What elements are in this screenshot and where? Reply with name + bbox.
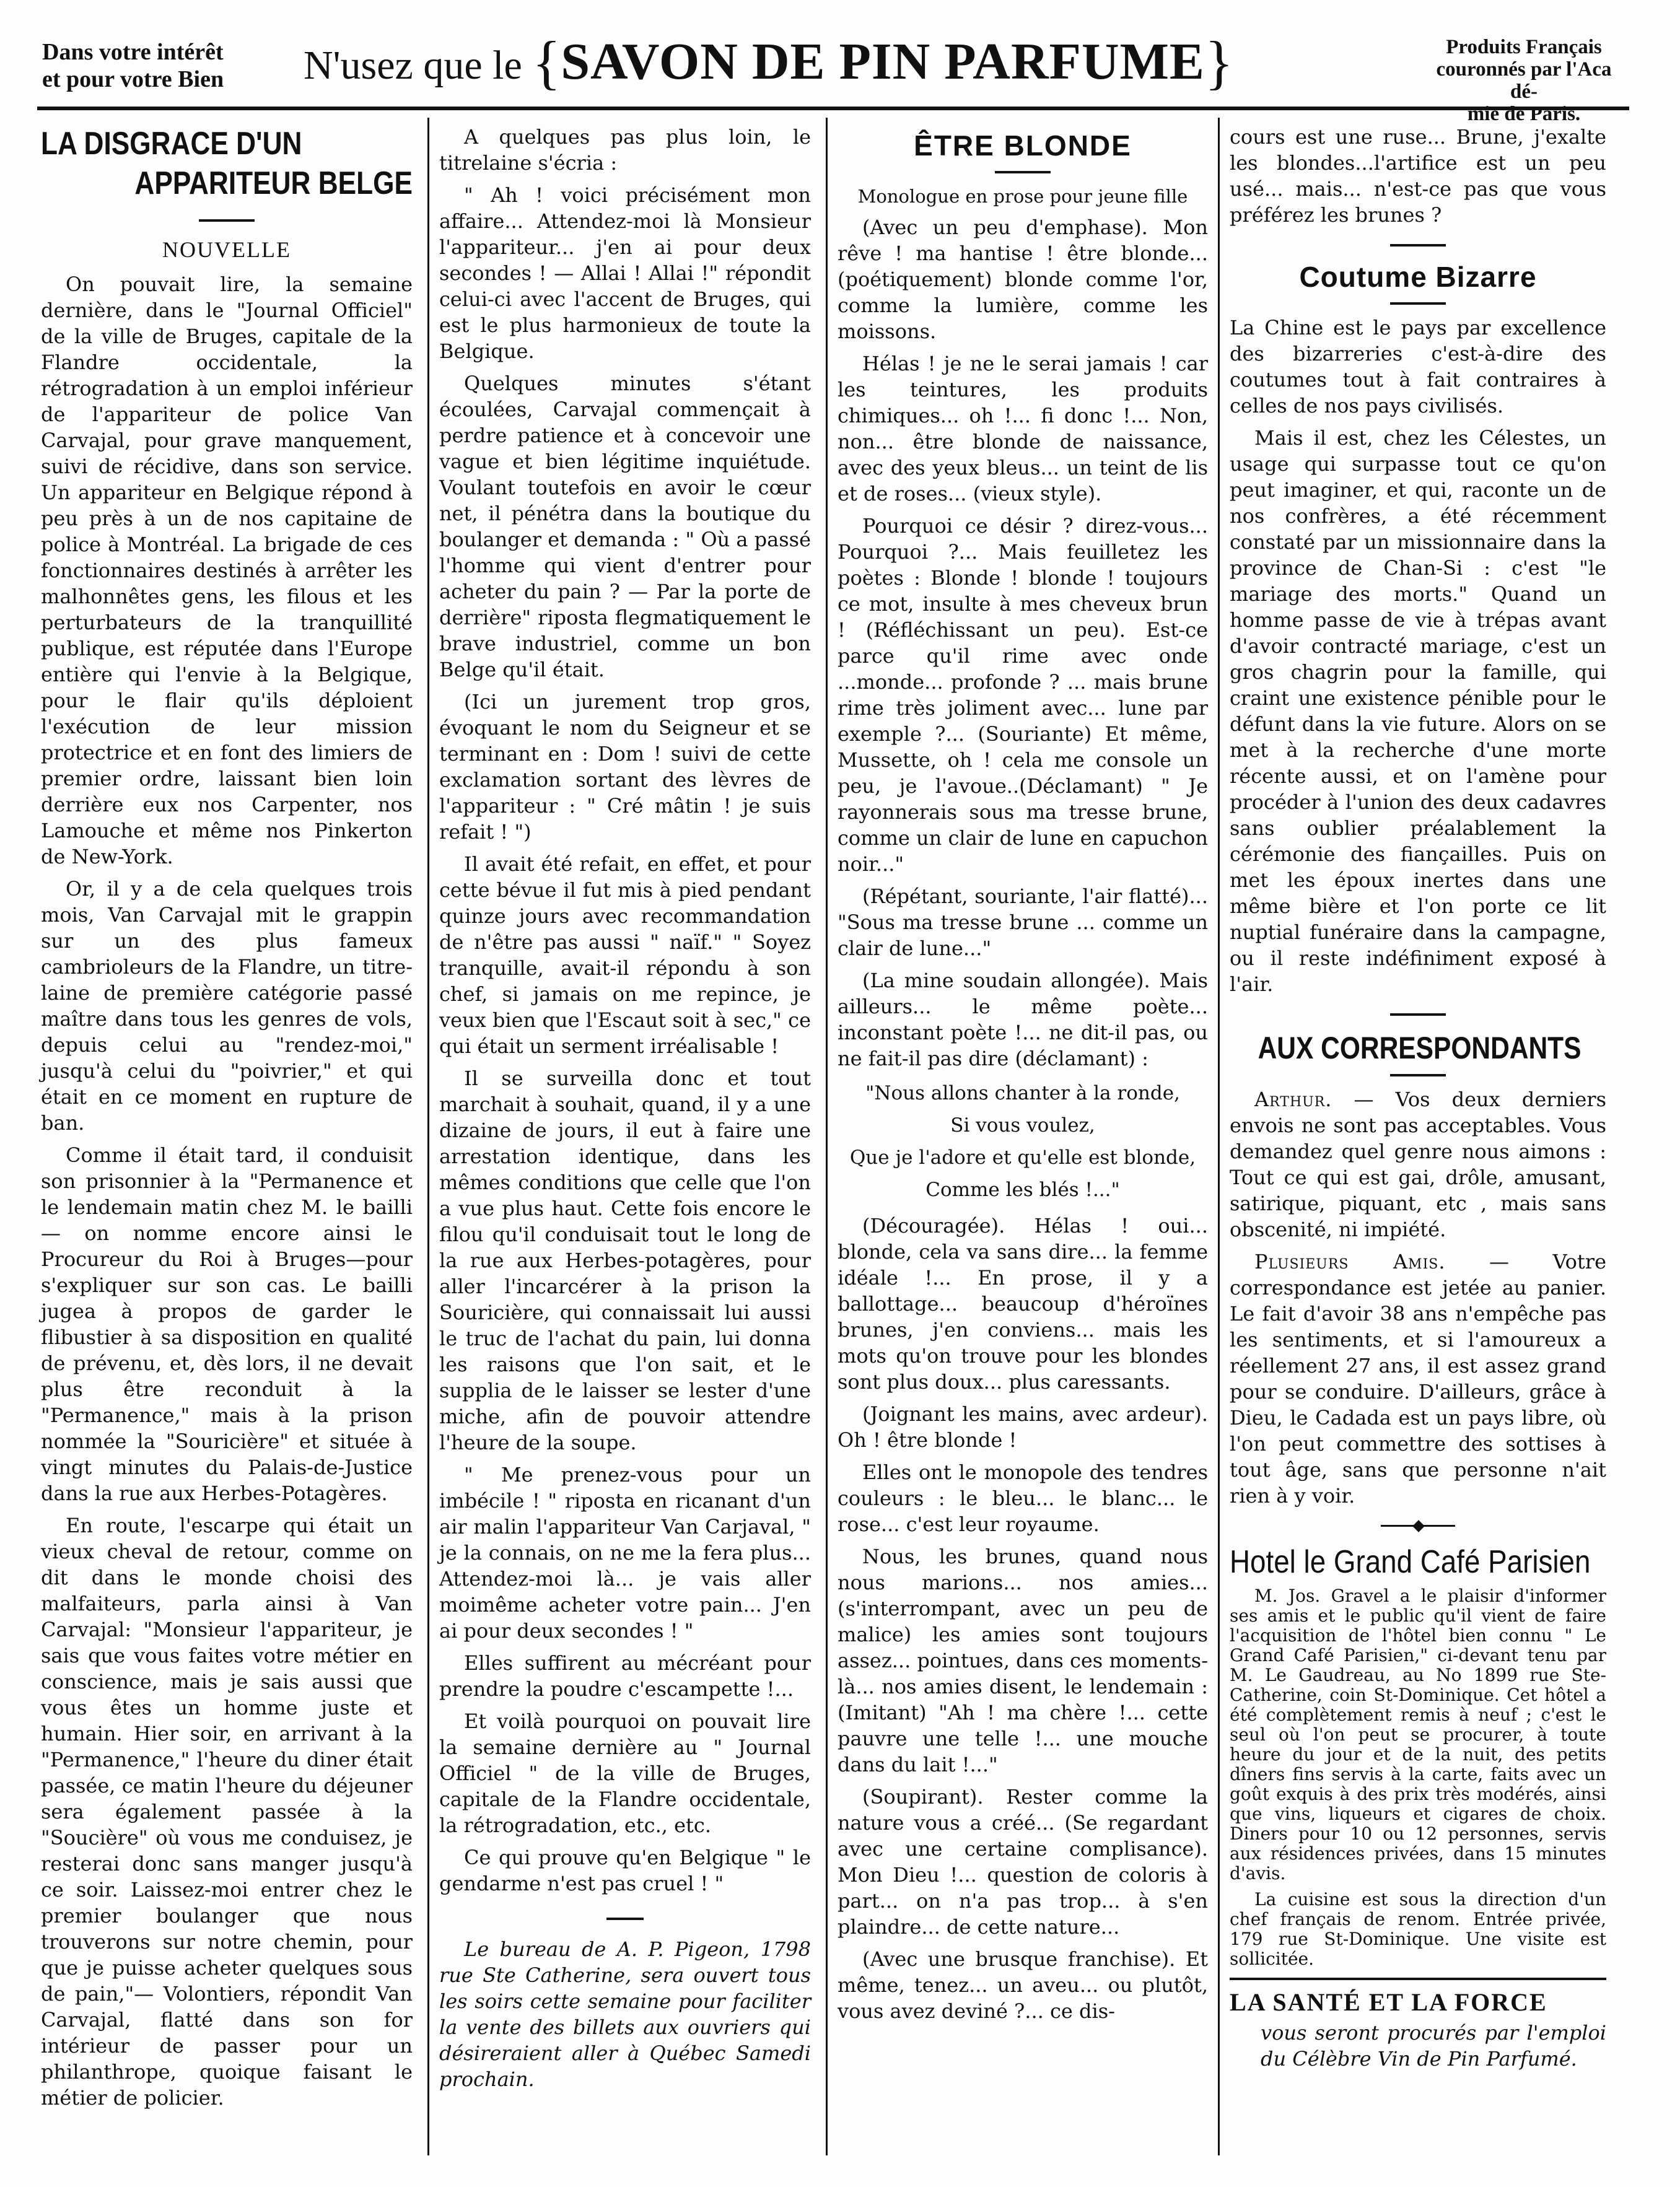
monologue-paragraph: (Découragée). Hélas ! oui... blonde, cela va sans dire... la femme idéale !... En prose, il y a ballottage... beaucoup d'héroïnes brunes, j'en conviens... mais les mots qu'on trouve pour les blondes sont plus doux... plus caressants.	[838, 1214, 1208, 1394]
correspondants-title: AUX CORRESPONDANTS	[1258, 1031, 1582, 1065]
monologue-paragraph: (Avec un peu d'emphase). Mon rêve ! ma hantise ! être blonde... (poétiquement) blonde comme l'or, comme la lumière, comme les moissons.	[838, 216, 1208, 343]
verse-line: Que je l'adore et qu'elle est blonde,	[849, 1146, 1196, 1169]
article-paragraph: Elles suffirent au mécréant pour prendre la poudre c'escampette !...	[439, 1651, 811, 1701]
article-paragraph: " Ah ! voici précisément mon affaire... Attendez-moi là Monsieur l'appariteur... j'en ai pour deux secondes ! — Allai ! Allai !" répondit celui-ci avec l'accent de Bruges, qui est le plus harmonieux de toute la Belgique.	[439, 183, 811, 363]
banner-brace-close: }	[1204, 29, 1233, 95]
monologue-paragraph: (La mine soudain allongée). Mais ailleurs... le même poète... inconstant poète !... ne dit-il pas, ou ne fait-il pas dire (déclamant) :	[838, 969, 1208, 1070]
monologue-paragraph: (Soupirant). Rester comme la nature vous a créé... (Se regardant avec une certaine complisance). Mon Dieu !... question de coloris à part... on n'a pas trop... à s'en plaindre... de cette nature...	[838, 1785, 1208, 1939]
column-divider	[427, 118, 429, 2155]
pigeon-notice: Le bureau de A. P. Pigeon, 1798 rue Ste Catherine, sera ouvert tous les soirs cette semaine pour faciliter la vente des billets aux ouvriers qui désireraient aller à Québec Samedi prochain.	[439, 1937, 811, 2091]
banner-left-line1: Dans votre intérêt	[42, 39, 224, 65]
title-divider	[995, 171, 1051, 173]
monologue-paragraph: (Joignant les mains, avec ardeur). Oh ! être blonde !	[838, 1402, 1208, 1452]
section-divider	[1390, 244, 1446, 247]
verse-line: Comme les blés !..."	[925, 1179, 1120, 1201]
correspondant-reply: — Votre correspondance est jetée au panier. Le fait d'avoir 38 ans n'empêche pas les sentiments, et si l'amoureux a réellement 27 ans, il est assez grand pour se conduire. D'ailleurs, grâce à Dieu, le Cadada est un pays libre, où l'on peut commettre des sottises à tout âge, sans que personne n'ait rien à y voir.	[1230, 1250, 1607, 1508]
monologue-paragraph: Elles ont le monopole des tendres couleurs : le bleu... le blanc... le rose... c'est leur royaume.	[838, 1460, 1208, 1536]
article-paragraph: Il se surveilla donc et tout marchait à souhait, quand, il y a une dizaine de jours, il eut à faire une arrestation identique, dans les mêmes conditions que celle que l'on a vue plus haut. Cette fois encore le filou qu'il conduisait tout le long de la rue aux Herbes-potagères, pour aller l'incarcérer à la prison la Souricière, qui connaissait lui aussi le truc de l'achat du pain, lui donna les raisons que l'on sait, et le supplia de le laisser se lester d'une miche, afin de pouvoir attendre l'heure de la soupe.	[439, 1067, 811, 1454]
monologue-paragraph: (Avec une brusque franchise). Et même, tenez... un aveu... ou plutôt, vous avez deviné ?... ce dis-	[838, 1947, 1208, 2023]
sante-title: LA SANTÉ ET LA FORCE	[1230, 1988, 1547, 2016]
verse-line: "Nous allons chanter à la ronde,	[865, 1082, 1180, 1104]
banner-rule	[37, 107, 1629, 110]
banner-right-line3: mie de Paris.	[1467, 103, 1581, 125]
monologue-title: ÊTRE BLONDE	[914, 129, 1132, 162]
hotel-paragraph: M. Jos. Gravel a le plaisir d'informer ses amis et le public qu'il vient de faire l'acquisition de l'hôtel bien connu " Le Grand Café Parisien," ci-devant tenu par M. Le Gaudreau, au No 1899 rue Ste-Catherine, coin St-Dominique. Cet hôtel a été complètement remis à neuf ; c'est le seul où l'on peut se procurer, à toute heure du jour et de la nuit, des petits dîners fins servis à la carte, faits avec un goût exquis à des prix très modérés, ainsi que vins, liqueurs et cigares de choix. Diners pour 10 ou 12 personnes, servis aux résidences privées, dans 15 minutes d'avis.	[1230, 1586, 1606, 1884]
article-title-line2: APPARITEUR BELGE	[134, 165, 413, 201]
correspondant-name: Plusieurs Amis.	[1254, 1250, 1446, 1273]
hotel-title: Hotel le Grand Café Parisien	[1230, 1544, 1591, 1580]
section-divider	[1390, 1013, 1446, 1016]
banner-right-line1: Produits Français	[1446, 36, 1602, 58]
coutume-title: Coutume Bizarre	[1299, 261, 1537, 293]
correspondant-reply: — Vos deux derniers envois ne sont pas acceptables. Vous demandez quel genre nous aimons : Tout ce qui est gai, drôle, amusant, satirique, piquant, etc , mais sans obscenité, ni impiété.	[1230, 1088, 1607, 1241]
hotel-paragraph: La cuisine est sous la direction d'un chef français de renom. Entrée privée, 179 rue St-Dominique. Une visite est sollicitée.	[1230, 1889, 1606, 1969]
banner-right-slogan	[1425, 36, 1623, 125]
sante-text: vous seront procurés par l'emploi du Célèbre Vin de Pin Parfumé.	[1261, 2021, 1606, 2071]
masthead-banner	[37, 25, 1623, 125]
column-1-article	[41, 124, 413, 2117]
article-paragraph: A quelques pas plus loin, le titrelaine s'écria :	[439, 125, 811, 175]
coutume-paragraph: Mais il est, chez les Célestes, un usage qui surpasse tout ce qu'on peut imaginer, et qui, raconte un de nos confrères, a été récemment constaté par un missionnaire dans la province de Chan-Si : c'est "le mariage des morts." Quand un homme passe de vie à trépas avant d'avoir contracté mariage, c'est un gros chagrin pour la famille, qui craint une existence pénible pour le défunt dans la vie future. Alors on se met à la recherche d'une morte récente aussi, et on l'amène pour procéder à l'union des deux cadavres sans oublier préalablement la cérémonie des fiançailles. Puis on met les époux inertes dans une même bière et l'on porte ce lit nuptial funéraire dans la campagne, ou il reste indéfiniment exposé à l'air.	[1230, 426, 1606, 996]
poem-verse	[838, 1080, 1208, 1203]
column-divider	[826, 118, 828, 2155]
correspondant-note	[1230, 1086, 1606, 1242]
banner-left-slogan	[42, 38, 224, 93]
article-subtitle: NOUVELLE	[162, 237, 291, 262]
monologue-paragraph: Hélas ! je ne le serai jamais ! car les teintures, les produits chimiques... oh !... fi donc !... Non, non... être blonde de naissance, avec des yeux bleus... un teint de lis et de roses... (vieux style).	[838, 352, 1208, 505]
banner-right-line2: couronnés par l'Aca dé-	[1436, 58, 1612, 103]
column-4-miscellany	[1230, 124, 1606, 2078]
title-divider	[1390, 1074, 1446, 1076]
banner-main-ad	[304, 31, 1233, 97]
article-paragraph: Or, il y a de cela quelques trois mois, Van Carvajal mit le grappin sur un des plus fameux cambrioleurs de la Flandre, un titre-laine de première catégorie passé maître dans tous les genres de vols, depuis celui au "rendez-moi," jusqu'à celui du "poivrier," et qui était en ce moment en rupture de ban.	[41, 877, 413, 1135]
verse-line: Si vous voulez,	[950, 1114, 1095, 1137]
monologue-continuation: cours est une ruse... Brune, j'exalte les blondes...l'artifice est un peu usé... mais... n'est-ce pas que vous préférez les brunes ?	[1230, 125, 1606, 227]
monologue-paragraph: Nous, les brunes, quand nous nous marions... nos amies... (s'interrompant, avec un peu de malice) les amies sont toujours assez... pointues, dans ces moments-là... nos amies disent, le lendemain : (Imitant) "Ah ! ma chère !... cette pauvre une telle !... une mouche dans du lait !..."	[838, 1545, 1208, 1776]
monologue-subtitle: Monologue en prose pour jeune fille	[857, 186, 1188, 207]
coutume-paragraph: La Chine est le pays par excellence des bizarreries c'est-à-dire des coutumes tout à fait contraires à celles de nos pays civilisés.	[1230, 316, 1606, 417]
banner-brand: SAVON DE PIN PARFUME	[561, 33, 1205, 90]
column-2-article	[439, 124, 811, 2098]
title-divider	[1390, 302, 1446, 305]
article-title-line1: LA DISGRACE D'UN	[41, 126, 302, 162]
title-divider	[199, 219, 255, 222]
banner-brace-open: {	[532, 29, 561, 95]
article-paragraph: Il avait été refait, en effet, et pour cette bévue il fut mis à pied pendant quinze jours avec recommandation de n'être pas aussi " naïf." " Soyez tranquille, avait-il répondu à son chef, si jamais on me repince, je veux bien que l'Escaut soit à sec," ce qui était un serment irréalisable !	[439, 852, 811, 1058]
column-divider	[1218, 118, 1220, 2155]
monologue-paragraph: (Répétant, souriante, l'air flatté)... "Sous ma tresse brune ... comme un clair de lune..."	[838, 884, 1208, 960]
article-paragraph: Ce qui prouve qu'en Belgique " le gendarme n'est pas cruel ! "	[439, 1846, 811, 1895]
banner-left-line2: et pour votre Bien	[42, 66, 224, 92]
ornament-divider	[1381, 1525, 1455, 1527]
article-paragraph: Quelques minutes s'étant écoulées, Carvajal commençait à perdre patience et à concevoir une vague et bien légitime inquiétude. Voulant toutefois en avoir le cœur net, il pénétra dans la boutique du boulanger et demanda : " Où a passé l'homme qui vient d'entrer pour acheter du pain ? — Par la porte de derrière" riposta flegmatiquement le brave industriel, comme un bon Belge qu'il était.	[439, 372, 811, 681]
advert-rule	[1230, 1978, 1606, 1980]
article-paragraph: Et voilà pourquoi on pouvait lire la semaine dernière au " Journal Officiel " de la ville de Bruges, capitale de la Flandre occidentale, la rétrogradation, etc., etc.	[439, 1709, 811, 1837]
notice-divider	[606, 1918, 644, 1920]
article-paragraph: " Me prenez-vous pour un imbécile ! " riposta en ricanant d'un air malin l'appariteur Van Carjaval, " je la connais, on ne me la fera plus... Attendez-moi là... je vais aller moimême acheter votre pain... J'en ai pour deux secondes ! "	[439, 1463, 811, 1643]
hotel-advert	[1230, 1543, 1606, 1969]
article-paragraph: Comme il était tard, il conduisit son prisonnier à la "Permanence et le lendemain matin chez M. le bailli— on nomme encore ainsi le Procureur du Roi à Bruges—pour s'expliquer sur son cas. Le bailli jugea à propos de garder le flibustier à sa disposition en qualité de prévenu, et, dès lors, il ne devait plus être reconduit à la "Permanence," mais à la prison nommée la "Souricière" et située à vingt minutes du Palais-de-Justice dans la rue aux Herbes-Potagères.	[41, 1143, 413, 1505]
monologue-paragraph: Pourquoi ce désir ? direz-vous... Pourquoi ?... Mais feuilletez les poètes : Blonde ! blonde ! toujours ce mot, insulte à mes cheveux brun ! (Réfléchissant un peu). Est-ce parce qu'il rime avec onde ...monde... profonde ? ... mais brune rime très joliment avec... lune par exemple ?... (Souriante) Et même, Mussette, oh ! cela me console un peu, je l'avoue..(Déclamant) " Je rayonnerais sous ma tresse brune, comme un clair de lune en capuchon noir..."	[838, 514, 1208, 876]
article-paragraph: (Ici un jurement trop gros, évoquant le nom du Seigneur et se terminant en : Dom ! suivi de cette exclamation sortant des lèvres de l'appariteur : " Cré mâtin ! je suis refait ! ")	[439, 690, 811, 844]
article-paragraph: En route, l'escarpe qui était un vieux cheval de retour, comme on dit dans le monde choisi des malfaiteurs, parla ainsi à Van Carvajal: "Monsieur l'appariteur, je sais que vous faites votre métier en conscience, mais je sais aussi que vous êtes un homme juste et humain. Hier soir, en arrivant à la "Permanence," l'heure du diner était passée, ce matin l'heure du déjeuner sera également passée à la "Soucière" où vous me conduisez, je resterai donc sans manger jusqu'à ce soir. Laissez-moi entrer chez le premier boulanger que nous trouverons sur notre chemin, pour que je puisse acheter quelques sous de pain,"— Volontiers, répondit Van Carvajal, flatté dans son for intérieur de passer pour un philanthrope, quoique faisant le métier de policier.	[41, 1514, 413, 2110]
banner-prefix: N'usez que le	[304, 43, 522, 88]
article-paragraph: On pouvait lire, la semaine dernière, dans le "Journal Officiel" de la ville de Bruges, capitale de la Flandre occidentale, la rétrogradation à un emploi inférieur de l'appariteur de police Van Carvajal, pour grave manquement, suivi de récidive, dans son service. Un appariteur en Belgique répond à peu près à un de nos capitaine de police à Montréal. La brigade de ces fonctionnaires destinés à arrêter les malhonnêtes gens, les filous et les perturbateurs de la tranquillité publique, est réputée dans l'Europe entière qui l'envie à la Belgique, pour le flair qu'ils déploient l'exécution de leur mission protectrice et en font des limiers de premier ordre, laissant bien loin derrière eux nos Carpenter, nos Lamouche et même nos Pinkerton de New-York.	[41, 273, 413, 868]
column-3-monologue	[838, 124, 1208, 2030]
correspondant-note	[1230, 1249, 1606, 1509]
correspondant-name: Arthur.	[1254, 1088, 1332, 1111]
